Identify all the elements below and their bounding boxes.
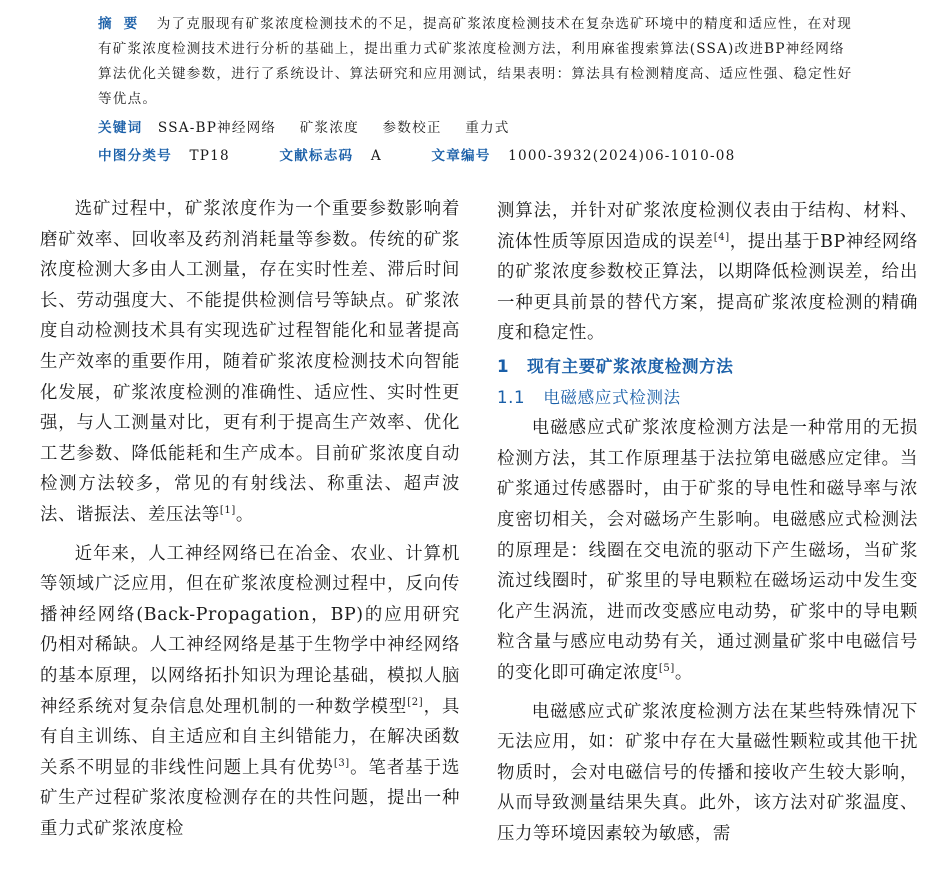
paragraph-text: 电磁感应式矿浆浓度检测方法是一种常用的无损检测方法，其工作原理基于法拉第电磁感应定律。当矿浆通过传感器时，由于矿浆的导电性和磁导率与浓度密切相关，会对磁场产生影响。电磁感应式检测法的原理是：线圈在交电流的驱动下产生磁场，当矿浆流过线圈时，矿浆里的导电颗粒在磁场运动中发生变化产生涡流，进而改变感应电动势，矿浆中的导电颗粒含量与感应电动势有关，通过测量矿浆中电磁信号的变化即可确定浓度	[497, 418, 918, 683]
body-paragraph	[497, 413, 918, 688]
paragraph-text: 近年来，人工神经网络已在冶金、农业、计算机等领域广泛应用，但在矿浆浓度检测过程中，反向传播神经网络(Back-Propagation，BP)的应用研究仍相对稀缺。人工神经网络是基于生物学中神经网络的基本原理，以网络拓扑知识为理论基础，模拟人脑神经系统对复杂信息处理机制的一种数学模型	[40, 543, 460, 717]
abstract-block	[98, 12, 858, 169]
clc-value: TP18	[189, 148, 230, 164]
citation-ref: [2]	[407, 696, 424, 708]
keyword-item: 重力式	[465, 120, 510, 136]
keywords-label: 关键词	[98, 120, 143, 136]
section-heading	[497, 352, 918, 383]
clc-label: 中图分类号	[98, 148, 172, 164]
section-number: 1	[497, 356, 510, 376]
right-column	[497, 196, 918, 849]
citation-ref: [5]	[658, 663, 675, 675]
citation-ref: [4]	[713, 231, 730, 243]
doc-code-value: A	[370, 148, 382, 164]
article-no-value: 1000-3932(2024)06-1010-08	[508, 148, 736, 164]
keywords-line	[98, 116, 858, 141]
section-title: 现有主要矿浆浓度检测方法	[527, 356, 734, 376]
article-no-label: 文章编号	[431, 148, 491, 164]
keyword-item: SSA-BP神经网络	[157, 120, 277, 136]
paragraph-text: 选矿过程中，矿浆浓度作为一个重要参数影响着磨矿效率、回收率及药剂消耗量等参数。传统的矿浆浓度检测大多由人工测量，存在实时性差、滞后时间长、劳动强度大、不能提供检测信号等缺点。矿浆浓度自动检测技术具有实现选矿过程智能化和显著提高生产效率的重要作用，随着矿浆浓度检测技术向智能化发展，矿浆浓度检测的准确性、适应性、实时性更强，与人工测量对比，更有利于提高生产效率、优化工艺参数、降低能耗和生产成本。目前矿浆浓度自动检测方法较多，常见的有射线法、称重法、超声波法、谐振法、差压法等	[40, 199, 460, 525]
classification-line	[98, 144, 858, 169]
paragraph-text: 。	[674, 662, 693, 683]
paragraph-text: 电磁感应式矿浆浓度检测方法在某些特殊情况下无法应用，如：矿浆中存在大量磁性颗粒或其他干扰物质时，会对电磁信号的传播和接收产生较大影响，从而导致测量结果失真。此外，该方法对矿浆温度、压力等环境因素较为敏感，需	[497, 701, 918, 844]
paragraph-text: ，提出基于BP神经网络的矿浆浓度参数校正算法，以期降低检测误差，给出一种更具前景的替代方案，提高矿浆浓度检测的精确度和稳定性。	[497, 231, 918, 344]
keyword-item: 矿浆浓度	[299, 120, 359, 136]
keyword-item: 参数校正	[382, 120, 442, 136]
body-paragraph	[497, 196, 918, 349]
paragraph-text: 测算法，并针对矿浆浓度检测仪表由于结构、材料、流体性质等原因造成的误差	[497, 201, 918, 252]
abstract-text: 为了克服现有矿浆浓度检测技术的不足，提高矿浆浓度检测技术在复杂选矿环境中的精度和适应性，在对现有矿浆浓度检测技术进行分析的基础上，提出重力式矿浆浓度检测方法，利用麻雀搜索算法(SSA)改进BP神经网络算法优化关键参数，进行了系统设计、算法研究和应用测试，结果表明：算法具有检测精度高、适应性强、稳定性好等优点。	[98, 16, 853, 107]
citation-ref: [1]	[219, 505, 236, 517]
subsection-heading	[497, 383, 918, 414]
paragraph-text: ，具有自主训练、自主适应和自主纠错能力，在解决函数关系不明显的非线性问题上具有优势	[40, 696, 460, 778]
abstract-label: 摘要	[98, 16, 150, 32]
doc-code-label: 文献标志码	[279, 148, 354, 164]
paragraph-text: 。	[235, 504, 254, 525]
paragraph-text: 。笔者基于选矿生产过程矿浆浓度检测存在的共性问题，提出一种重力式矿浆浓度检	[40, 757, 460, 839]
subsection-title: 电磁感应式检测法	[543, 387, 681, 407]
body-paragraph	[497, 697, 918, 850]
left-column	[40, 194, 460, 844]
body-paragraph	[40, 539, 460, 845]
abstract-paragraph	[98, 12, 858, 112]
citation-ref: [3]	[333, 757, 350, 769]
subsection-number: 1.1	[497, 387, 526, 407]
body-paragraph	[40, 194, 460, 531]
